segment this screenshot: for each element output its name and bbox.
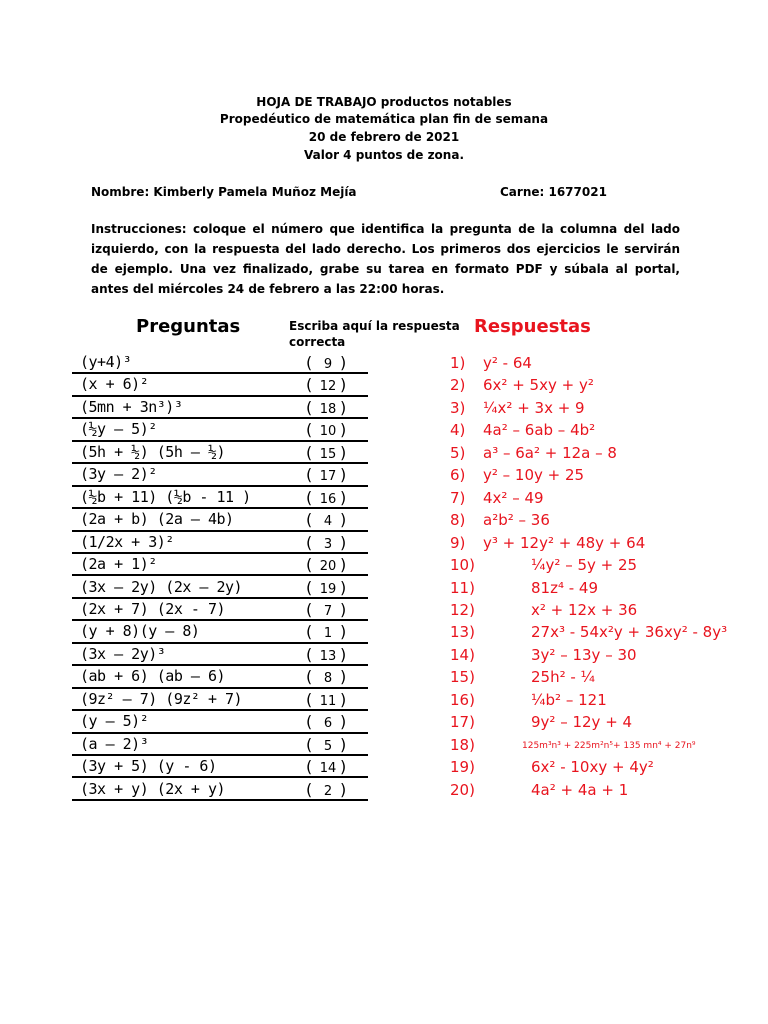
answer-text: 125m³n³ + 225m²n⁵+ 135 mn⁴ + 27n⁹ [522, 740, 696, 751]
question-row [72, 779, 368, 801]
left-paren: ( [306, 487, 313, 507]
right-paren: ) [340, 689, 347, 709]
right-paren: ) [340, 757, 347, 777]
question-expression: (5h + ½) (5h – ½) [80, 442, 226, 461]
question-expression: (a – 2)³ [80, 734, 149, 753]
left-paren: ( [306, 689, 313, 709]
answer-text: ¼b² – 121 [531, 690, 607, 709]
answer-field[interactable]: 14 [319, 761, 337, 777]
answer-field[interactable]: 8 [323, 671, 333, 687]
question-row [72, 756, 368, 778]
right-paren: ) [340, 510, 347, 530]
question-expression: (9z² – 7) (9z² + 7) [80, 689, 243, 708]
question-row [72, 621, 368, 643]
answer-field[interactable]: 18 [319, 401, 337, 417]
answer-field[interactable]: 5 [323, 738, 333, 754]
answer-field[interactable]: 15 [319, 446, 337, 462]
answer-field[interactable]: 9 [323, 357, 333, 372]
answer-number: 17) [450, 713, 475, 732]
answer-number: 12) [450, 600, 475, 619]
question-row [72, 487, 368, 509]
course-name: Propedéutico de matemática plan fin de semana [219, 112, 549, 126]
right-paren: ) [340, 577, 347, 597]
answer-text: 9y² – 12y + 4 [531, 713, 633, 732]
question-expression: (3y + 5) (y - 6) [80, 757, 217, 776]
answer-text: x² + 12x + 36 [531, 600, 638, 619]
right-paren: ) [340, 779, 347, 799]
answer-field[interactable]: 3 [323, 536, 333, 552]
question-row [72, 577, 368, 599]
left-paren: ( [306, 532, 313, 552]
left-paren: ( [306, 622, 313, 642]
answer-field[interactable]: 1 [323, 626, 333, 642]
answer-number: 2) [450, 376, 466, 395]
left-paren: ( [306, 397, 313, 417]
answer-field[interactable]: 10 [319, 424, 337, 440]
answer-text: 4a² – 6ab – 4b² [483, 421, 596, 440]
left-paren: ( [306, 599, 313, 619]
student-name: Nombre: Kimberly Pamela Muñoz Mejía [91, 185, 357, 199]
answer-number: 14) [450, 645, 475, 664]
question-row [72, 509, 368, 531]
answer-text: y² - 64 [483, 354, 532, 372]
answer-number: 13) [450, 623, 475, 642]
answer-number: 8) [450, 511, 466, 530]
left-paren: ( [306, 712, 313, 732]
question-expression: (3y – 2)² [80, 465, 157, 484]
left-paren: ( [306, 442, 313, 462]
question-row [72, 599, 368, 621]
question-row [72, 711, 368, 733]
right-paren: ) [340, 555, 347, 575]
answer-number: 1) [450, 354, 466, 372]
question-expression: (3x + y) (2x + y) [80, 779, 226, 798]
question-row [72, 689, 368, 711]
question-expression: (1/2x + 3)² [80, 532, 174, 551]
question-row [72, 666, 368, 688]
left-paren: ( [306, 555, 313, 575]
answer-text: ¼x² + 3x + 9 [483, 398, 585, 417]
answer-number: 20) [450, 780, 475, 799]
answer-text: 27x³ - 54x²y + 36xy² - 8y³ [531, 623, 728, 642]
answer-field[interactable]: 16 [319, 491, 337, 507]
answer-number: 18) [450, 735, 475, 754]
answer-field[interactable]: 20 [319, 559, 337, 575]
instructions: Instrucciones: coloque el número que identifica la pregunta de la columna del lado izquierdo, con la respuesta del lado derecho. Los primeros dos ejercicios le servirán de ejemplo. Una vez finalizado, grabe su tarea en formato PDF y súbala al portal, antes del miércoles 24 de febrero a las 22:00 horas. [91, 222, 680, 296]
answer-number: 9) [450, 533, 466, 552]
answer-field[interactable]: 19 [319, 581, 337, 597]
left-paren: ( [306, 353, 313, 372]
answer-text: 25h² - ¼ [531, 668, 596, 687]
worksheet-date: 20 de febrero de 2021 [308, 130, 460, 144]
answer-number: 15) [450, 668, 475, 687]
answer-field[interactable]: 12 [319, 379, 337, 395]
answer-number: 5) [450, 443, 466, 462]
question-row [72, 644, 368, 666]
question-expression: (3x – 2y) (2x – 2y) [80, 577, 243, 596]
right-paren: ) [340, 734, 347, 754]
preguntas-header: Preguntas [136, 316, 241, 337]
question-row [72, 532, 368, 554]
left-paren: ( [306, 779, 313, 799]
answer-field[interactable]: 4 [323, 514, 333, 530]
right-paren: ) [340, 644, 347, 664]
answer-text: 3y² – 13y – 30 [531, 645, 637, 664]
question-expression: (2a + b) (2a – 4b) [80, 510, 234, 529]
question-row [72, 554, 368, 576]
answer-text: 4x² – 49 [483, 488, 544, 507]
question-expression: (2x + 7) (2x - 7) [80, 599, 226, 618]
answer-number: 19) [450, 758, 475, 777]
left-paren: ( [306, 734, 313, 754]
question-expression: (5mn + 3n³)³ [80, 397, 183, 416]
left-paren: ( [306, 375, 313, 395]
right-paren: ) [340, 420, 347, 440]
answer-field[interactable]: 2 [323, 783, 333, 799]
answer-number: 3) [450, 398, 466, 417]
answer-number: 11) [450, 578, 475, 597]
answer-field[interactable]: 6 [323, 716, 333, 732]
question-row [72, 374, 368, 396]
right-paren: ) [340, 712, 347, 732]
question-row [72, 442, 368, 464]
left-paren: ( [306, 420, 313, 440]
right-paren: ) [340, 532, 347, 552]
answer-number: 7) [450, 488, 466, 507]
question-expression: (½y – 5)² [80, 420, 157, 439]
answer-text: y³ + 12y² + 48y + 64 [483, 533, 646, 552]
answer-number: 10) [450, 556, 475, 575]
left-paren: ( [306, 465, 313, 485]
answer-text: 6x² - 10xy + 4y² [531, 758, 654, 777]
left-paren: ( [306, 510, 313, 530]
answer-text: a²b² – 36 [483, 511, 550, 530]
answer-field[interactable]: 17 [319, 469, 337, 485]
left-paren: ( [306, 757, 313, 777]
question-expression: (3x – 2y)³ [80, 644, 166, 663]
right-paren: ) [340, 667, 347, 687]
answer-field[interactable]: 7 [323, 603, 333, 619]
answer-text: 4a² + 4a + 1 [531, 780, 629, 799]
question-expression: (½b + 11) (½b - 11 ) [80, 487, 251, 506]
question-expression: (ab + 6) (ab – 6) [80, 667, 226, 686]
left-paren: ( [306, 667, 313, 687]
escriba-header: Escriba aquí la respuesta correcta [289, 319, 460, 349]
left-paren: ( [306, 644, 313, 664]
question-row [72, 419, 368, 441]
answer-text: y² – 10y + 25 [483, 466, 585, 485]
right-paren: ) [340, 375, 347, 395]
question-expression: (2a + 1)² [80, 555, 157, 574]
question-expression: (y + 8)(y – 8) [80, 622, 200, 641]
right-paren: ) [340, 487, 347, 507]
right-paren: ) [340, 442, 347, 462]
question-expression: (x + 6)² [80, 375, 149, 394]
right-paren: ) [340, 599, 347, 619]
student-id: Carne: 1677021 [500, 185, 607, 199]
right-paren: ) [340, 353, 347, 372]
answer-text: 81z⁴ - 49 [531, 578, 599, 597]
question-expression: (y+4)³ [80, 353, 132, 371]
right-paren: ) [340, 465, 347, 485]
worksheet-value: Valor 4 puntos de zona. [303, 148, 465, 162]
right-paren: ) [340, 397, 347, 417]
worksheet-title: HOJA DE TRABAJO productos notables [256, 95, 512, 109]
question-row [72, 397, 368, 419]
answer-text: a³ – 6a² + 12a – 8 [483, 443, 617, 462]
right-paren: ) [340, 622, 347, 642]
answer-number: 6) [450, 466, 466, 485]
answer-field[interactable]: 13 [319, 648, 337, 664]
question-row [72, 734, 368, 756]
question-row [72, 464, 368, 486]
answer-field[interactable]: 11 [319, 693, 337, 709]
left-paren: ( [306, 577, 313, 597]
respuestas-header: Respuestas [474, 316, 591, 337]
answer-number: 4) [450, 421, 466, 440]
answer-number: 16) [450, 690, 475, 709]
question-row [72, 352, 368, 374]
answer-text: ¼y² – 5y + 25 [531, 556, 638, 575]
answer-text: 6x² + 5xy + y² [483, 376, 594, 395]
question-expression: (y – 5)² [80, 712, 149, 731]
